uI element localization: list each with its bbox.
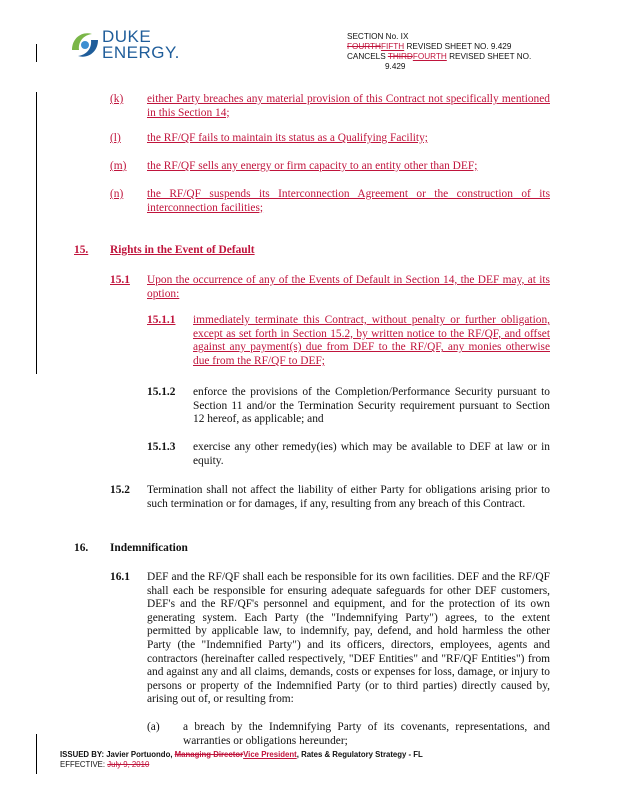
cancels-sheet: 9.429 — [385, 62, 406, 71]
item-n-text: the RF/QF suspends its Interconnection Agreement or the construction of its interconnection facilities; — [147, 188, 550, 214]
issued-title-new: Vice President — [243, 750, 297, 759]
section-15-1-1-text: immediately terminate this Contract, without penalty or further obligation, except as set forth in Section 15.2, by written notice to the RF/QF, and offset against any payment(s) due from DEF to the RF/QF, any monies otherwise due from the RF/QF to DEF; — [193, 314, 550, 367]
cancels-new: FOURTH — [412, 52, 447, 61]
logo-text-line2: ENERGY. — [102, 43, 180, 62]
effective-line — [60, 760, 580, 770]
section-15-number: 15. — [74, 244, 89, 256]
item-n-label: (n) — [110, 188, 124, 200]
revised-sheet-line — [347, 42, 587, 52]
section-15-2-number: 15.2 — [110, 484, 130, 496]
cancels-line — [347, 52, 587, 62]
section-15-1-number: 15.1 — [110, 274, 130, 286]
change-bar-main — [36, 92, 37, 374]
section-number: SECTION No. IX — [347, 32, 409, 41]
section-15-1-2-number: 15.1.2 — [147, 386, 176, 398]
section-15-2-text: Termination shall not affect the liability of either Party for obligations arising prior to such termination or for damages, if any, resulting from any breach of this Contract. — [147, 484, 550, 510]
duke-energy-logo — [68, 28, 178, 64]
revised-old: FOURTH — [347, 42, 381, 51]
section-15-1-1-number: 15.1.1 — [147, 314, 176, 326]
section-16-title: Indemnification — [110, 542, 188, 554]
issued-rest: , Rates & Regulatory Strategy - FL — [296, 750, 423, 759]
section-15-1-text: Upon the occurrence of any of the Events of Default in Section 14, the DEF may, at its option: — [147, 274, 550, 300]
issued-by-line — [60, 750, 580, 760]
sheet-header — [347, 32, 587, 72]
revised-new: FIFTH — [380, 42, 405, 51]
duke-energy-swirl-icon — [68, 28, 102, 62]
effective-prefix: EFFECTIVE: — [60, 760, 108, 769]
footer — [60, 750, 580, 770]
section-15-title: Rights in the Event of Default — [110, 244, 255, 256]
section-16-1-text: DEF and the RF/QF shall each be responsible for its own facilities. DEF and the RF/QF shall each be responsible for ensuring adequate safeguards for other DEF customers, DEF's and the RF/QF's personnel and equipment, and for the protection of its own generating system. Each Party (the "Indemnifying Party") agrees, to the extent permitted by applicable law, to indemnify, pay, defend, and hold harmless the other Party (the "Indemnified Party") and its officers, directors, employees, agents and contractors (hereinafter called respectively, "DEF Entities" and "RF/QF Entities") from and against any and all claims, demands, costs or expenses for loss, damage, or injury to persons or property of the Indemnified Party (or to third parties) directly caused by, arising out of, or resulting from: — [147, 571, 550, 706]
cancels-rest: REVISED SHEET NO. — [446, 52, 532, 61]
item-k-text: either Party breaches any material provision of this Contract not specifically mentioned in this Section 14; — [147, 93, 550, 119]
section-16-1-number: 16.1 — [110, 571, 130, 583]
issued-prefix: ISSUED BY: Javier Portuondo, — [60, 750, 175, 759]
item-l-label: (l) — [110, 132, 121, 144]
issued-title-old: Managing Director — [174, 750, 244, 759]
section-16-number: 16. — [74, 542, 89, 554]
section-15-1-2-text: enforce the provisions of the Completion/Performance Security pursuant to Section 11 and/or the Termination Security requirement pursuant to Section 12 hereof, as applicable; and — [193, 386, 550, 426]
item-a-label: (a) — [147, 721, 160, 733]
change-bar-top — [36, 44, 37, 62]
item-l-text: the RF/QF fails to maintain its status as a Qualifying Facility; — [147, 132, 428, 144]
cancels-prefix: CANCELS — [347, 52, 388, 61]
item-k-label: (k) — [110, 93, 124, 105]
revised-rest: REVISED SHEET NO. 9.429 — [404, 42, 512, 51]
item-a-text: a breach by the Indemnifying Party of its covenants, representations, and warranties or obligations hereunder; — [183, 721, 550, 747]
effective-old-date: July 9, 2010 — [107, 760, 150, 769]
item-m-text: the RF/QF sells any energy or firm capacity to an entity other than DEF; — [147, 160, 478, 172]
cancels-old: THIRD — [387, 52, 413, 61]
item-m-label: (m) — [110, 160, 127, 172]
change-bar-footer — [36, 734, 37, 774]
section-15-1-3-text: exercise any other remedy(ies) which may be available to DEF at law or in equity. — [193, 441, 550, 467]
section-15-1-3-number: 15.1.3 — [147, 441, 176, 453]
logo-text-line1: DUKE — [102, 27, 152, 46]
